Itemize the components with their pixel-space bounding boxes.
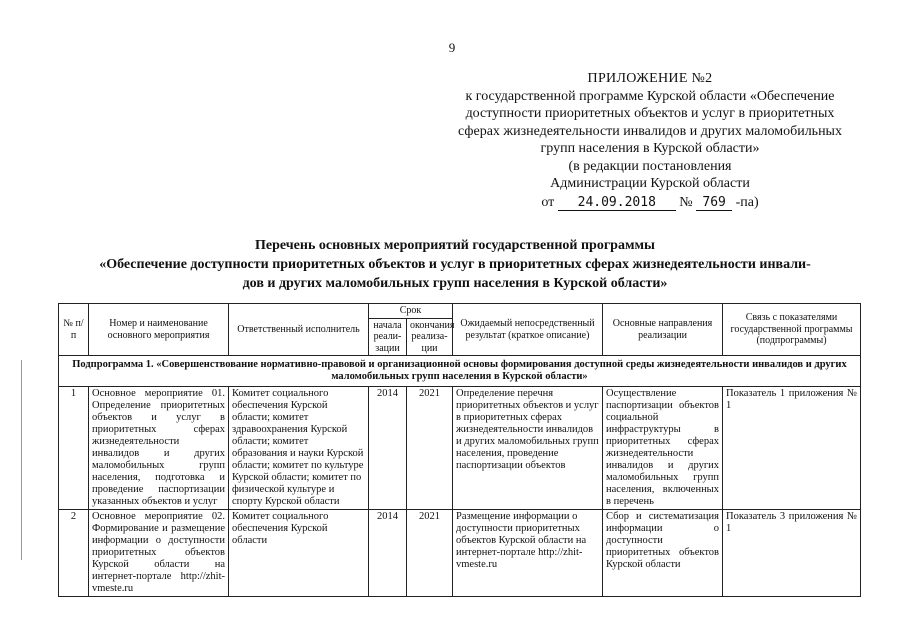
row-end: 2021 (407, 387, 453, 510)
row-executor: Комитет социального обеспечения Курской области (229, 510, 369, 597)
row-indicator-link: Показатель 1 приложения № 1 (723, 387, 861, 510)
title-line: дов и других маломобильных групп населения в Курской области» (242, 276, 668, 291)
resolution-date: 24.09.2018 (558, 195, 676, 211)
row-activity-name: Основное мероприятие 01. Определение приоритетных объектов и услуг в приоритетных сферах жизнедеятельности инвалидов и других маломобильных групп населения, подготовка и проведение паспортизации указанных объектов и услуг (89, 387, 229, 510)
title-line: Перечень основных мероприятий государственной программы (255, 238, 655, 253)
row-directions: Осуществление паспортизации объектов социальной инфраструктуры в приоритетных сферах жизнедеятельности инвалидов и других маломобильных групп населения, включенных в перечень (603, 387, 723, 510)
activities-table-wrap (58, 303, 860, 597)
row-activity-name: Основное мероприятие 02. Формирование и размещение информации о доступности приоритетных объектов Курской области на интернет-портале http://zhit-vmeste.ru (89, 510, 229, 597)
row-num: 2 (59, 510, 89, 597)
row-start: 2014 (369, 510, 407, 597)
subprogram-row (59, 356, 861, 387)
appendix-line: групп населения в Курской области» (540, 141, 760, 156)
header-activity-name: Номер и наименование основного мероприятия (89, 304, 229, 356)
appendix-title: ПРИЛОЖЕНИЕ №2 (587, 71, 713, 86)
header-directions: Основные направления реализации (603, 304, 723, 356)
header-start: начала реали-зации (369, 318, 407, 356)
scan-margin-line (21, 360, 22, 560)
table-row (59, 510, 861, 597)
number-suffix: -па) (735, 194, 759, 210)
row-executor: Комитет социального обеспечения Курской области; комитет здравоохранения Курской области; комитет образования и науки Курской области; комитет по культуре Курской области; комитет по физической культуре и спорту Курской области (229, 387, 369, 510)
header-term: Срок (369, 304, 453, 319)
row-num: 1 (59, 387, 89, 510)
subprogram-title: Подпрограмма 1. «Совершенствование нормативно-правовой и организационной основы формирования доступной среды жизнедеятельности инвалидов и других маломобильных групп населения в Курской области» (59, 356, 861, 387)
row-expected-result: Определение перечня приоритетных объектов и услуг в приоритетных сферах жизнедеятельности инвалидов и других маломобильных групп населения, проведение паспортизации объектов (453, 387, 603, 510)
activities-table (58, 303, 861, 597)
document-title (60, 236, 850, 293)
appendix-line: (в редакции постановления (568, 158, 732, 174)
row-end: 2021 (407, 510, 453, 597)
header-expected-result: Ожидаемый непосредственный результат (краткое описание) (453, 304, 603, 356)
header-indicator-link: Связь с показателями государственной программы (подпрограммы) (723, 304, 861, 356)
resolution-date-line (400, 194, 900, 212)
row-expected-result: Размещение информации о доступности приоритетных объектов Курской области на интернет-портале http://zhit-vmeste.ru (453, 510, 603, 597)
number-prefix: № (679, 194, 693, 210)
row-start: 2014 (369, 387, 407, 510)
appendix-line: к государственной программе Курской области «Обеспечение (465, 88, 835, 104)
appendix-line: доступности приоритетных объектов и услуг в приоритетных (465, 106, 835, 121)
header-executor: Ответственный исполнитель (229, 304, 369, 356)
appendix-line: Администрации Курской области (550, 176, 750, 191)
date-prefix: от (541, 194, 555, 210)
page-number: 9 (448, 40, 456, 55)
row-indicator-link: Показатель 3 приложения № 1 (723, 510, 861, 597)
appendix-line: сферах жизнедеятельности инвалидов и других маломобильных (458, 123, 842, 139)
row-directions: Сбор и систематизация информации о доступности приоритетных объектов Курской области (603, 510, 723, 597)
header-end: окончания реализа-ции (407, 318, 453, 356)
header-num: № п/п (59, 304, 89, 356)
resolution-number: 769 (696, 195, 732, 211)
appendix-header (400, 70, 900, 211)
title-line: «Обеспечение доступности приоритетных объектов и услуг в приоритетных сферах жизнедеятельности инвали- (99, 257, 811, 272)
table-row (59, 387, 861, 510)
